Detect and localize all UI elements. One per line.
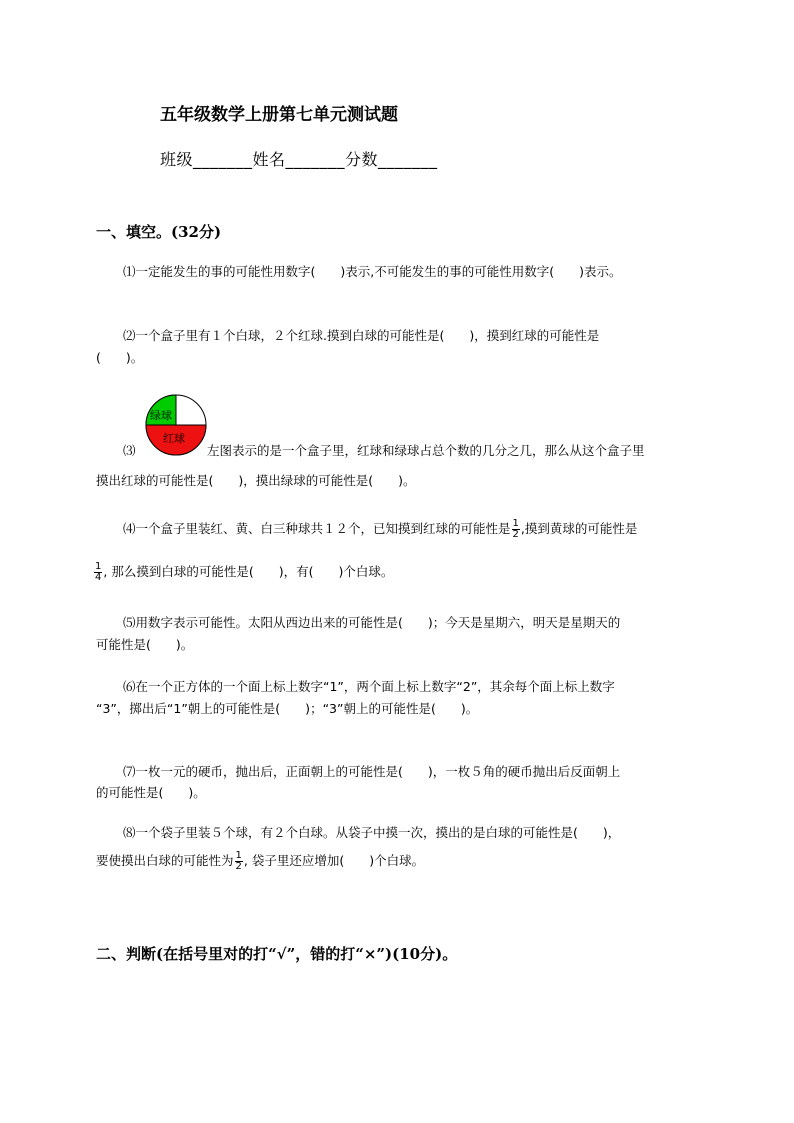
- fraction-one-half-2: $\frac{1}{2}$: [235, 850, 242, 872]
- question-3-line-2: 摸出红球的可能性是( )，摸出绿球的可能性是( )。: [96, 473, 416, 488]
- page-title: 五年级数学上册第七单元测试题: [160, 105, 398, 125]
- question-6-line-2: “3”，掷出后“1”朝上的可能性是( )；“3”朝上的可能性是( )。: [96, 701, 479, 716]
- question-4-line-1: [123, 518, 637, 540]
- ball-pie-chart: [145, 394, 207, 456]
- question-1: ⑴一定能发生的事的可能性用数字( )表示,不可能发生的事的可能性用数字( )表示。: [123, 264, 622, 279]
- question-8-line-2: [96, 850, 424, 872]
- question-4-text-c: , 那么摸到白球的可能性是( )，有( )个白球。: [103, 564, 394, 579]
- question-5-line-1: ⑸用数字表示可能性。太阳从西边出来的可能性是( )；今天是星期六，明天是星期天的: [123, 615, 621, 630]
- fraction-one-half: $\frac{1}{2}$: [512, 518, 519, 540]
- question-2-line-1: ⑵一个盒子里有１个白球，２个红球.摸到白球的可能性是( )，摸到红球的可能性是: [123, 328, 600, 343]
- question-2-line-2: ( )。: [96, 350, 144, 365]
- student-info-line: 班级_______姓名_______分数_______: [160, 150, 438, 169]
- question-8-text-b: , 袋子里还应增加( )个白球。: [243, 853, 425, 868]
- question-8-line-1: ⑻一个袋子里装５个球，有２个白球。从袋子中摸一次，摸出的是白球的可能性是( )，: [123, 825, 621, 840]
- question-6-line-1: ⑹在一个正方体的一个面上标上数字“1”，两个面上标上数字“2”，其余每个面上标上数字: [123, 679, 615, 694]
- question-4-text-a: ⑷一个盒子里装红、黄、白三种球共１２个，已知摸到红球的可能性是: [123, 521, 511, 536]
- section-2-heading: 二、判断(在括号里对的打“√”，错的打“×”)(10分)。: [96, 945, 458, 963]
- question-3-number: ⑶: [123, 443, 136, 458]
- pie-red-label: 红球: [163, 432, 185, 445]
- question-7-line-2: 的可能性是( )。: [96, 785, 206, 800]
- question-3-line-1: 左图表示的是一个盒子里，红球和绿球占总个数的几分之几，那么从这个盒子里: [207, 443, 645, 458]
- question-7-line-1: ⑺一枚一元的硬币，抛出后，正面朝上的可能性是( )，一枚５角的硬币抛出后反面朝上: [123, 764, 621, 779]
- question-4-text-b: ,摸到黄球的可能性是: [520, 521, 638, 536]
- section-1-heading: 一、填空。(32分): [96, 223, 222, 241]
- question-5-line-2: 可能性是( )。: [96, 637, 194, 652]
- pie-green-label: 绿球: [150, 409, 172, 422]
- fraction-one-quarter: $\frac{1}{4}$: [95, 561, 102, 583]
- question-8-text-a: 要使摸出白球的可能性为: [96, 853, 234, 868]
- question-4-line-2: [93, 561, 393, 583]
